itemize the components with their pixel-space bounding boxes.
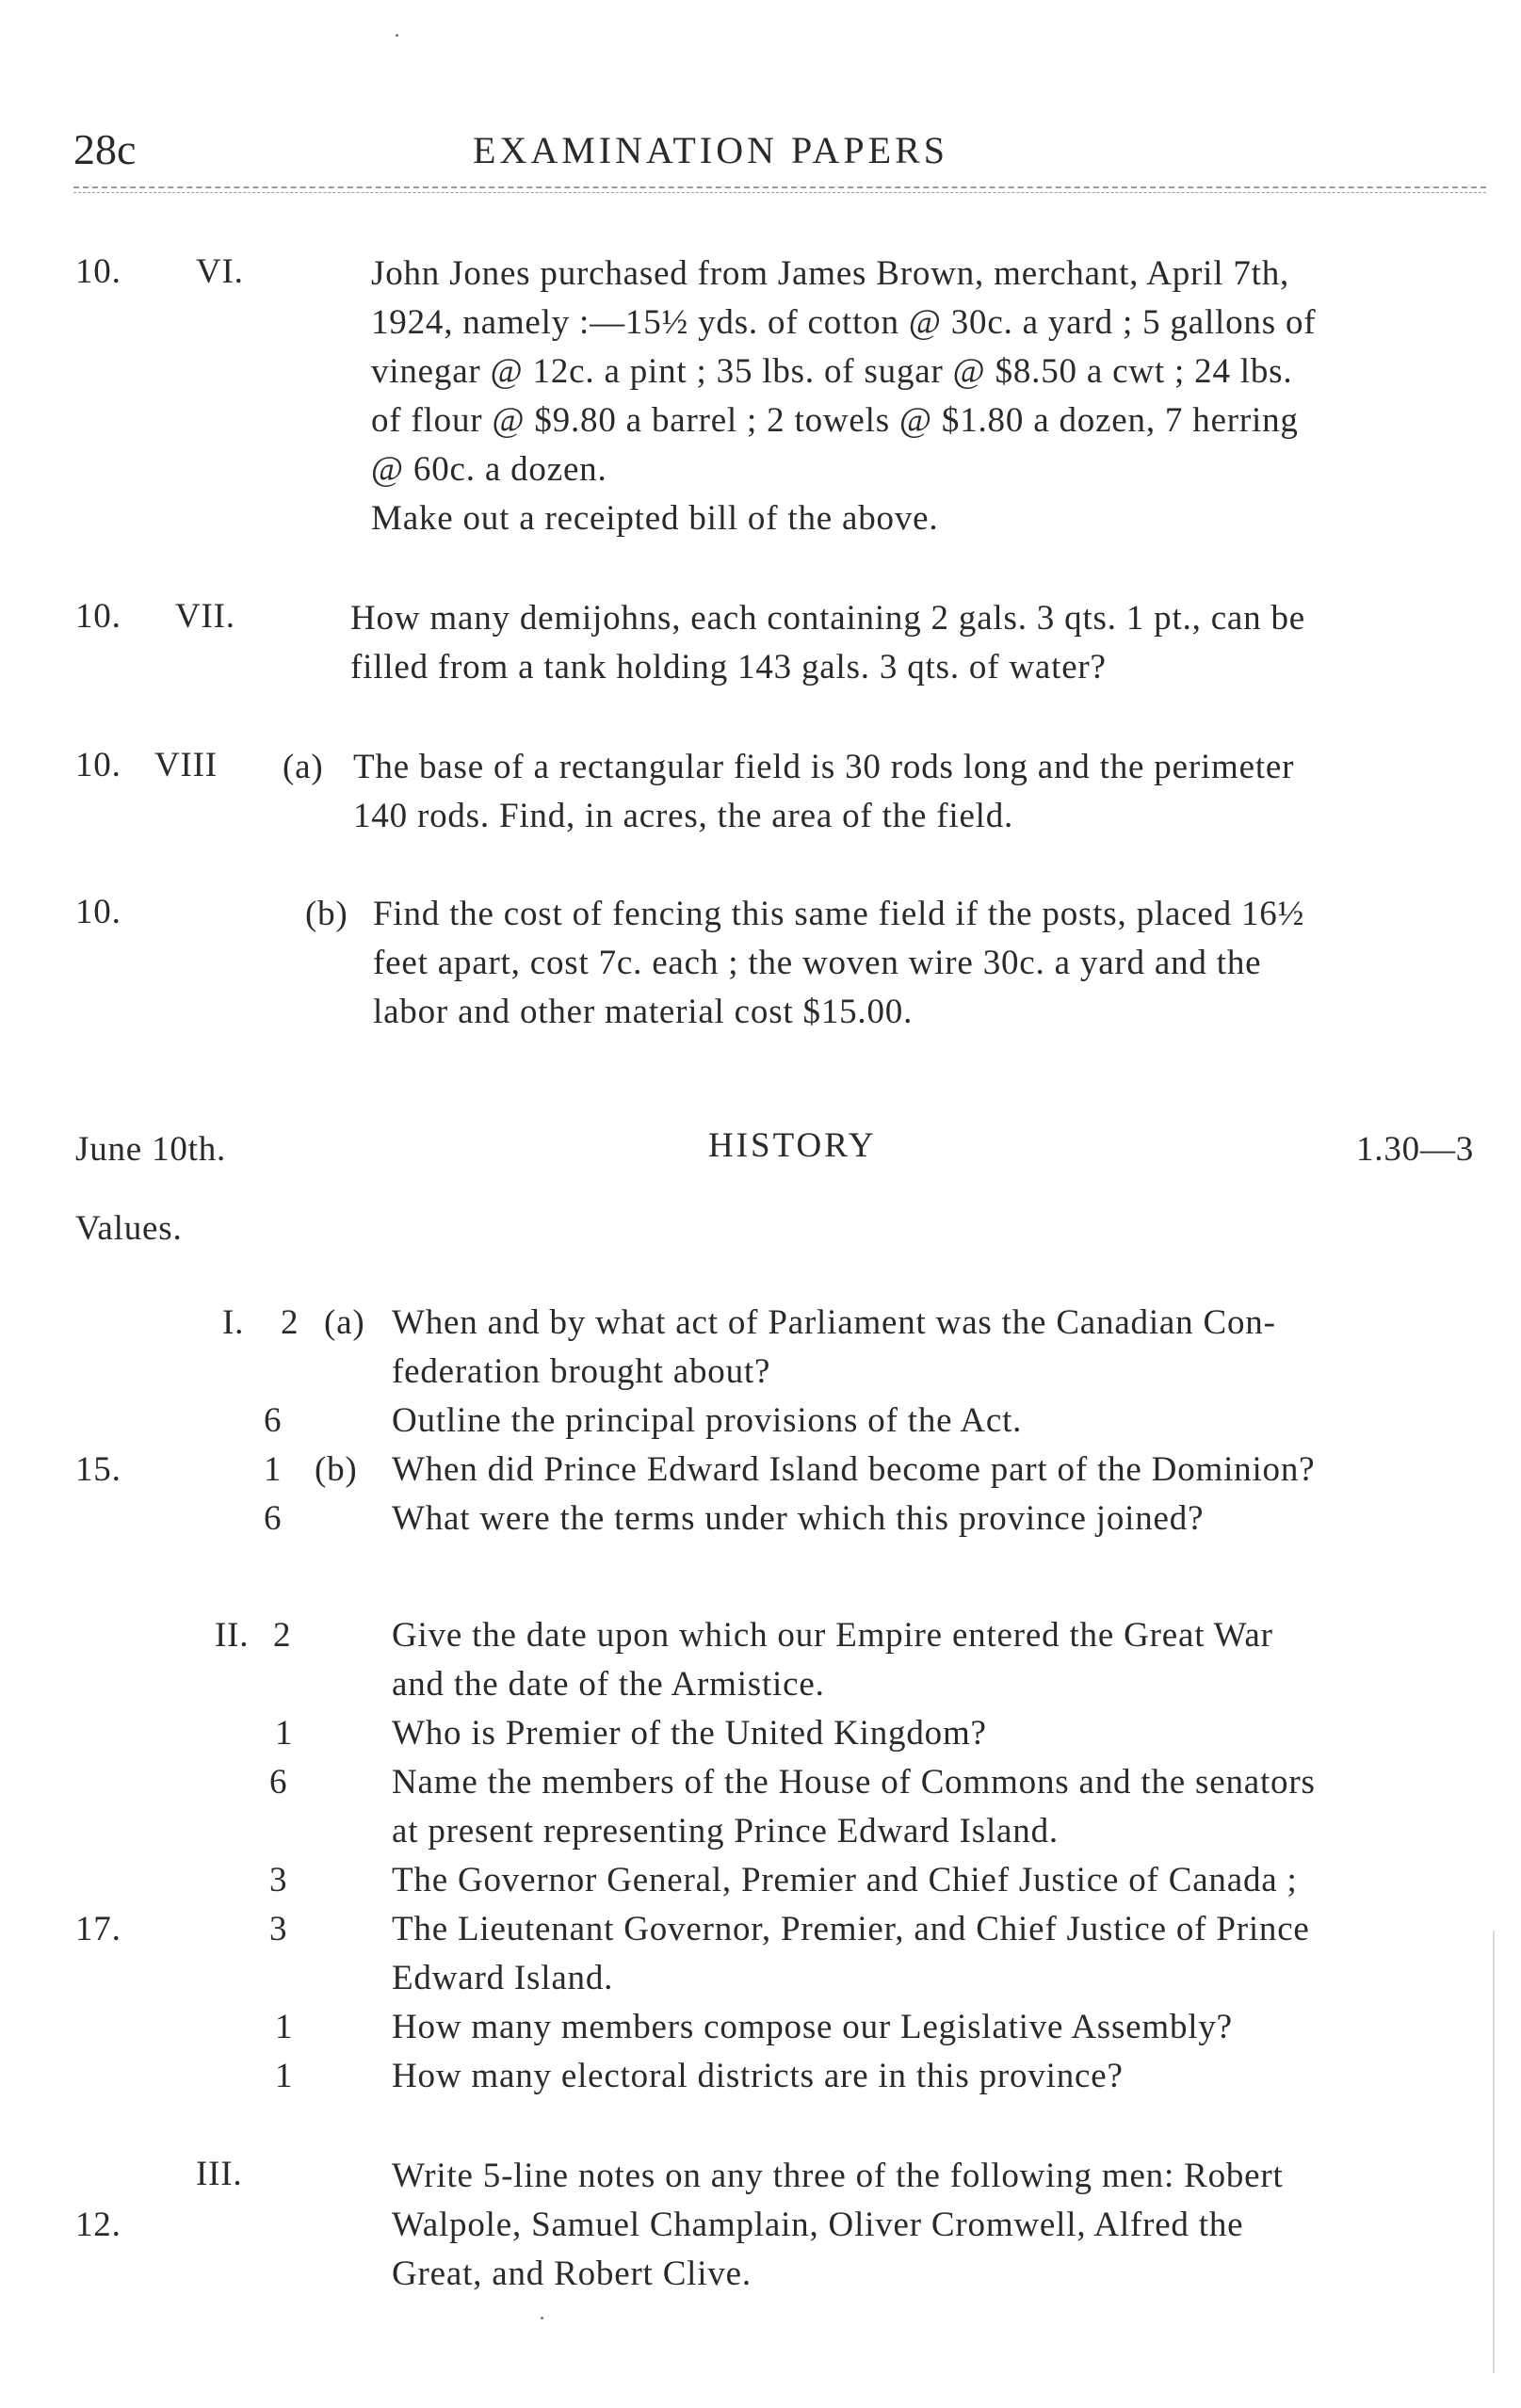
h-q2-numeral: II. <box>215 1616 250 1655</box>
q7-numeral: VII. <box>175 597 235 636</box>
h-q1-item-3-line-1: When did Prince Edward Island become part of the Dominion? <box>392 1450 1316 1489</box>
h-q1-mark-1: 2 <box>281 1303 299 1342</box>
h-q1-mark-4: 6 <box>264 1499 283 1538</box>
h-q1-item-1-line-1: When and by what act of Parliament was the Canadian Con- <box>392 1303 1276 1342</box>
h-q1-mark-2: 6 <box>264 1401 283 1440</box>
h-q1-item-2-line-1: Outline the principal provisions of the Act. <box>392 1401 1023 1440</box>
q6-line-1: John Jones purchased from James Brown, merchant, April 7th, <box>371 254 1290 293</box>
running-title: EXAMINATION PAPERS <box>473 129 949 171</box>
h-q2-mark-2: 1 <box>275 1714 294 1753</box>
h-q2-mark-6: 1 <box>275 2008 294 2046</box>
h-q2-item-1-line-1: Give the date upon which our Empire entered the Great War <box>392 1616 1273 1655</box>
q8b-value: 10. <box>75 893 121 931</box>
h-q2-value: 17. <box>75 1910 121 1948</box>
h-q1-value: 15. <box>75 1450 121 1489</box>
values-label: Values. <box>75 1209 183 1248</box>
h-q3-line-2: Walpole, Samuel Champlain, Oliver Cromwell, Alfred the <box>392 2206 1244 2244</box>
h-q2-mark-4: 3 <box>269 1861 288 1899</box>
h-q2-mark-3: 6 <box>269 1763 288 1802</box>
h-q1-mark-3: 1 <box>264 1450 283 1489</box>
h-q1-part-b: (b) <box>315 1450 358 1489</box>
q8b-line-2: feet apart, cost 7c. each ; the woven wire 30c. a yard and the <box>373 944 1262 982</box>
q8-numeral: VIII <box>154 746 218 784</box>
h-q2-item-6-line-1: How many members compose our Legislative Assembly? <box>392 2008 1233 2046</box>
q6-line-5: @ 60c. a dozen. <box>371 450 607 489</box>
h-q3-line-3: Great, and Robert Clive. <box>392 2254 752 2293</box>
h-q2-mark-5: 3 <box>269 1910 288 1948</box>
h-q1-item-1-line-2: federation brought about? <box>392 1352 771 1391</box>
scan-speck <box>396 34 398 37</box>
header-rule-secondary <box>73 192 1486 193</box>
q8b-line-1: Find the cost of fencing this same field if the posts, placed 16½ <box>373 895 1305 933</box>
h-q1-numeral: I. <box>222 1303 245 1342</box>
h-q2-item-5-line-1: The Lieutenant Governor, Premier, and Chief Justice of Prince <box>392 1910 1310 1948</box>
h-q3-value: 12. <box>75 2206 121 2244</box>
q6-line-6: Make out a receipted bill of the above. <box>371 499 939 538</box>
h-q2-item-7-line-1: How many electoral districts are in this province? <box>392 2057 1124 2095</box>
h-q3-numeral: III. <box>196 2155 243 2193</box>
q6-numeral: VI. <box>196 252 244 291</box>
q6-line-3: vinegar @ 12c. a pint ; 35 lbs. of sugar @ $8.50 a cwt ; 24 lbs. <box>371 352 1293 391</box>
history-title: HISTORY <box>708 1126 877 1165</box>
h-q2-item-4-line-1: The Governor General, Premier and Chief Justice of Canada ; <box>392 1861 1298 1899</box>
q8-value: 10. <box>75 746 121 784</box>
q8a-line-2: 140 rods. Find, in acres, the area of the field. <box>353 797 1014 835</box>
h-q2-item-3-line-1: Name the members of the House of Commons and the senators <box>392 1763 1316 1802</box>
history-date: June 10th. <box>75 1130 227 1169</box>
q8b-part: (b) <box>305 895 348 933</box>
q7-value: 10. <box>75 597 121 636</box>
h-q2-mark-1: 2 <box>273 1616 292 1655</box>
page-number: 28c <box>73 125 137 173</box>
q6-value: 10. <box>75 252 121 291</box>
h-q2-mark-7: 1 <box>275 2057 294 2095</box>
h-q1-item-4-line-1: What were the terms under which this province joined? <box>392 1499 1205 1538</box>
h-q2-item-5-line-2: Edward Island. <box>392 1959 614 1997</box>
q6-line-2: 1924, namely :—15½ yds. of cotton @ 30c. a yard ; 5 gallons of <box>371 303 1317 342</box>
q8a-part: (a) <box>283 748 324 786</box>
scan-speck-bottom <box>541 2317 543 2319</box>
q8a-line-1: The base of a rectangular field is 30 rods long and the perimeter <box>353 748 1295 786</box>
q7-line-2: filled from a tank holding 143 gals. 3 qts. of water? <box>350 648 1107 687</box>
q7-line-1: How many demijohns, each containing 2 gals. 3 qts. 1 pt., can be <box>350 599 1306 638</box>
h-q2-item-3-line-2: at present representing Prince Edward Island. <box>392 1812 1059 1850</box>
h-q2-item-2-line-1: Who is Premier of the United Kingdom? <box>392 1714 987 1753</box>
h-q3-line-1: Write 5-line notes on any three of the following men: Robert <box>392 2157 1284 2195</box>
h-q1-part-a: (a) <box>324 1303 365 1342</box>
q8b-line-3: labor and other material cost $15.00. <box>373 993 914 1031</box>
h-q2-item-1-line-2: and the date of the Armistice. <box>392 1665 825 1704</box>
q6-line-4: of flour @ $9.80 a barrel ; 2 towels @ $1.80 a dozen, 7 herring <box>371 401 1299 440</box>
scan-edge-shadow <box>1493 1931 1495 2373</box>
header-rule <box>73 186 1486 188</box>
history-time: 1.30—3 <box>1356 1130 1475 1169</box>
